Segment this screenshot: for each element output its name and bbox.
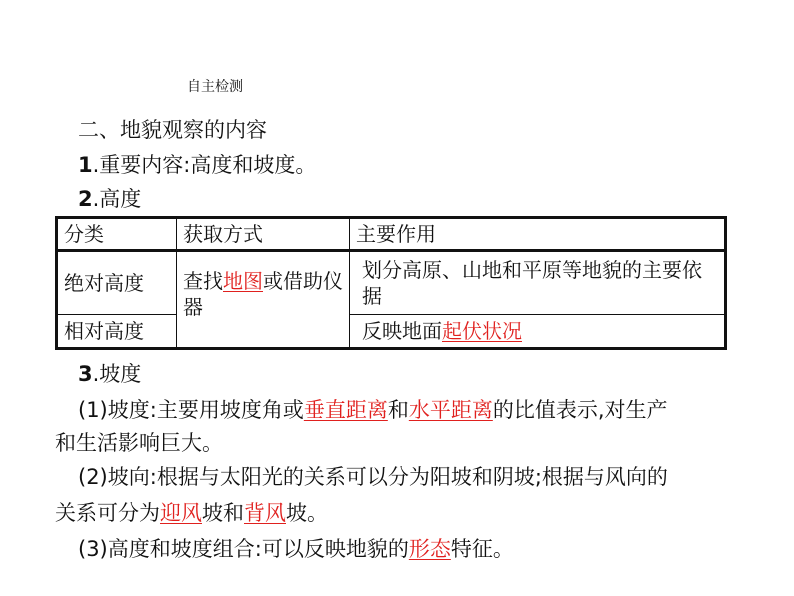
item-3-number: 3 — [78, 362, 93, 386]
method-answer: 地图 — [223, 269, 263, 293]
p1-line1 — [78, 397, 668, 423]
p3-line — [78, 536, 514, 562]
p2-line1: (2)坡向:根据与太阳光的关系可以分为阳坡和阴坡;根据与风向的 — [78, 465, 668, 489]
p2-answer1: 迎风 — [160, 501, 202, 525]
p2-line2 — [55, 500, 328, 526]
row2-effect-answer: 起伏状况 — [442, 319, 522, 343]
row1-category: 绝对高度 — [57, 251, 177, 315]
row1-effect: 划分高原、山地和平原等地貌的主要依据 — [350, 251, 726, 315]
p1-prefix: (1)坡度:主要用坡度角或 — [78, 398, 304, 422]
height-table — [55, 216, 727, 350]
row2-category: 相对高度 — [57, 315, 177, 349]
section-tag: 自主检测 — [187, 79, 243, 95]
p3-answer: 形态 — [408, 537, 451, 561]
item-1-number: 1 — [78, 153, 93, 177]
row2-effect — [350, 315, 726, 349]
header-category: 分类 — [57, 218, 177, 251]
item-1 — [78, 152, 316, 178]
method-suffix: 或借助仪器 — [183, 269, 343, 319]
item-2-number: 2 — [78, 187, 93, 211]
table-header-row — [57, 218, 726, 251]
p1-answer2: 水平距离 — [408, 398, 493, 422]
p2-suffix: 坡。 — [286, 501, 328, 525]
p1-answer1: 垂直距离 — [303, 398, 388, 422]
item-1-text: .重要内容:高度和坡度。 — [92, 153, 317, 177]
item-2-text: .高度 — [92, 187, 142, 211]
table-row — [57, 251, 726, 315]
item-2 — [78, 186, 141, 212]
p3-suffix: 特征。 — [450, 537, 514, 561]
header-method: 获取方式 — [177, 218, 350, 251]
p2-prefix: 关系可分为 — [55, 501, 160, 525]
method-prefix: 查找 — [183, 269, 223, 293]
p3-prefix: (3)高度和坡度组合:可以反映地貌的 — [78, 537, 409, 561]
header-effect: 主要作用 — [350, 218, 726, 251]
p1-line2: 和生活影响巨大。 — [55, 431, 223, 455]
p2-answer2: 背风 — [244, 501, 286, 525]
p1-mid: 和 — [387, 398, 409, 422]
p2-mid: 坡和 — [202, 501, 244, 525]
table-row — [57, 315, 726, 349]
row2-effect-prefix: 反映地面 — [362, 319, 442, 343]
section-title: 二、地貌观察的内容 — [78, 118, 267, 142]
method-cell — [177, 251, 350, 349]
p1-suffix: 的比值表示,对生产 — [492, 398, 668, 422]
item-3-text: .坡度 — [92, 362, 142, 386]
item-3 — [78, 361, 141, 387]
